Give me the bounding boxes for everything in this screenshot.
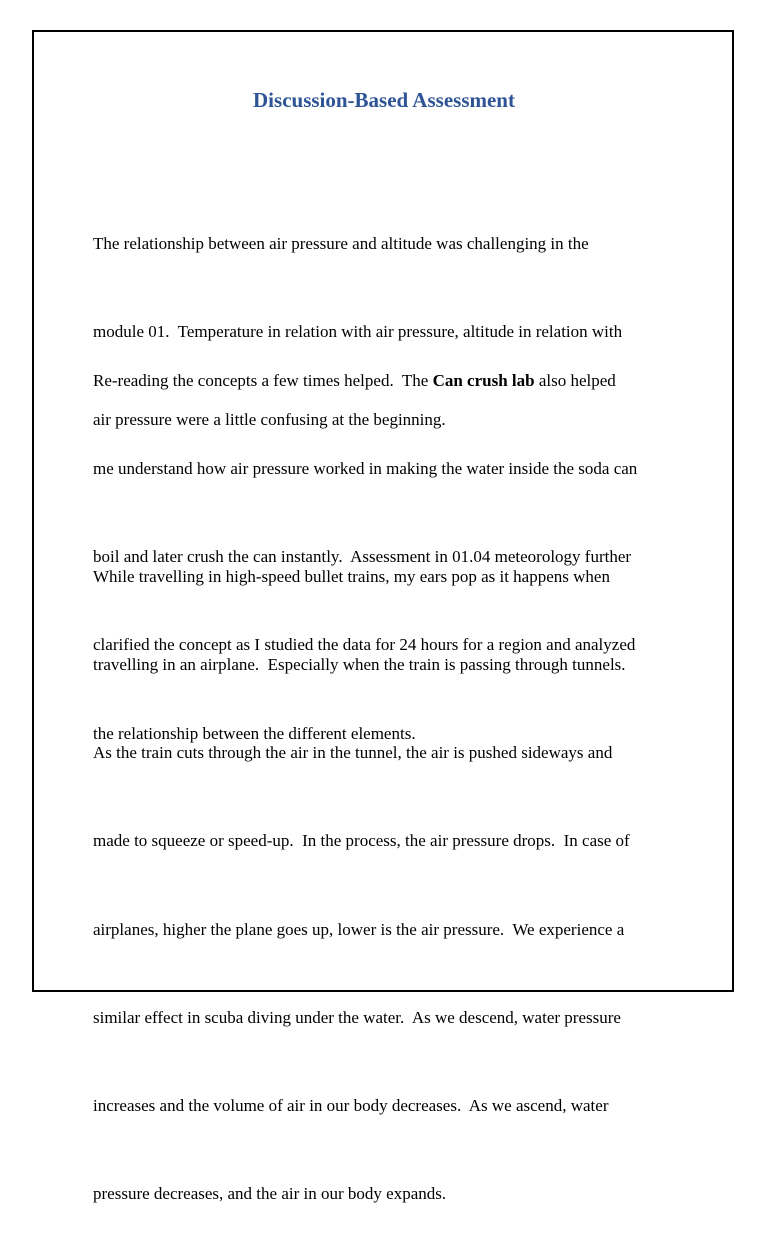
paragraph-3-line: similar effect in scuba diving under the water. As we descend, water pressure [93,1007,621,1027]
paragraph-2-line: boil and later crush the can instantly. Assessment in 01.04 meteorology further [93,547,632,567]
paragraph-3-line: As the train cuts through the air in the tunnel, the air is pushed sideways and [93,743,613,763]
paragraph-1-line: air pressure were a little confusing at the beginning. [93,410,446,430]
document-title: Discussion-Based Assessment [253,88,515,112]
paragraph-3-line: increases and the volume of air in our body decreases. As we ascend, water [93,1096,609,1116]
paragraph-2-line: the relationship between the different elements. [93,723,416,743]
paragraph-3-line: airplanes, higher the plane goes up, lower is the air pressure. We experience a [93,919,625,939]
paragraph-2-line: me understand how air pressure worked in making the water inside the soda can [93,459,638,479]
paragraph-2-text: Re-reading the concepts a few times helped. The [93,370,433,390]
paragraph-3-line: made to squeeze or speed-up. In the process, the air pressure drops. In case of [93,831,630,851]
paragraph-2-line [93,366,683,395]
paragraph-3 [93,503,683,1238]
paragraph-3-line: travelling in an airplane. Especially when the train is passing through tunnels. [93,655,626,675]
paragraph-3-line: While travelling in high-speed bullet trains, my ears pop as it happens when [93,566,610,586]
paragraph-3-line: pressure decreases, and the air in our body expands. [93,1184,447,1204]
paragraph-2-line: clarified the concept as I studied the data for 24 hours for a region and analyzed [93,635,636,655]
paragraph-1-line: module 01. Temperature in relation with air pressure, altitude in relation with [93,322,623,342]
paragraph-1-line: The relationship between air pressure and altitude was challenging in the [93,233,589,253]
paragraph-2-text: also helped [534,370,616,390]
can-crush-lab-emphasis: Can crush lab [432,370,535,390]
